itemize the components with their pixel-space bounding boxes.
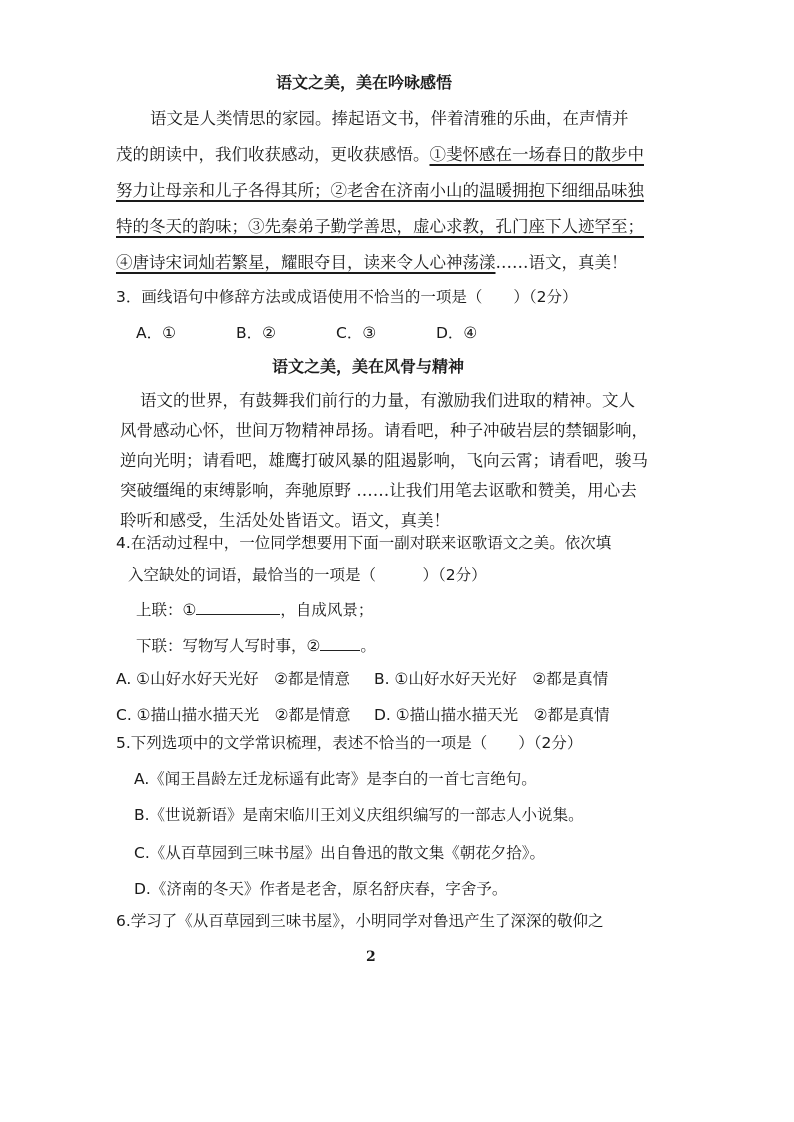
q3-option-d[interactable]: D．④ (436, 324, 478, 342)
section1-line2-text: 茂的朗读中，我们收获感动，更收获感悟。 (116, 145, 430, 164)
section1-line2 (116, 144, 644, 166)
q4-option-b[interactable]: B. ①山好水好天光好 ②都是真情 (374, 670, 609, 688)
q4-stem-line2: 入空缺处的词语，最恰当的一项是（ ）（2分） (128, 566, 487, 584)
q4-option-c[interactable]: C. ①描山描水描天光 ②都是情意 (116, 706, 351, 724)
q4-options-row1 (116, 668, 608, 690)
q4-lower-label: 下联：写物写人写时事，② (136, 637, 321, 655)
q3-options (136, 322, 477, 344)
section1-line4: 特的冬天的韵味；③先秦弟子勤学善思，虚心求教，孔门座下人迹罕至； (116, 217, 644, 236)
q4-upper-couplet (136, 598, 373, 621)
q4-upper-label: 上联：① (136, 601, 197, 619)
q5-stem: 5.下列选项中的文学常识梳理，表述不恰当的一项是（ ）（2分） (116, 734, 583, 752)
q5-option-a[interactable]: A.《闻王昌龄左迁龙标遥有此寄》是李白的一首七言绝句。 (134, 770, 537, 788)
underlined-sentence-4: ④唐诗宋词灿若繁星，耀眼夺目，读来令人心神荡漾 (116, 253, 496, 272)
q3-option-a[interactable]: A．① (136, 324, 176, 342)
underlined-sentence-1: ①斐怀感在一场春日的散步中 (429, 145, 644, 164)
q4-option-a[interactable]: A. ①山好水好天光好 ②都是情意 (116, 670, 350, 688)
section2-line3: 逆向光明；请看吧，雄鹰打破风暴的阻遏影响，飞向云霄；请看吧，骏马 (120, 451, 648, 470)
q3-option-b[interactable]: B．② (236, 324, 277, 342)
section1-line1: 语文是人类情思的家园。捧起语文书，伴着清雅的乐曲，在声情并 (150, 109, 629, 128)
q5-option-d[interactable]: D.《济南的冬天》作者是老舍，原名舒庆春，字舍予。 (134, 880, 508, 898)
section1-line3: 努力让母亲和儿子各得其所；②老舍在济南小山的温暖拥抱下细细品味独 (116, 181, 644, 200)
section1-title: 语文之美，美在吟咏感悟 (276, 73, 453, 92)
section2-line4: 突破缰绳的束缚影响，奔驰原野 ……让我们用笔去讴歌和赞美，用心去 (120, 481, 637, 500)
q4-stem-line1: 4.在活动过程中，一位同学想要用下面一副对联来讴歌语文之美。依次填 (116, 534, 612, 552)
section1-line5-tail: ……语文，真美！ (495, 253, 628, 272)
q4-lower-tail: 。 (360, 637, 376, 655)
q6-stem: 6.学习了《从百草园到三味书屋》，小明同学对鲁迅产生了深深的敬仰之 (116, 912, 604, 930)
q4-blank-2[interactable] (320, 634, 360, 651)
q5-option-c[interactable]: C.《从百草园到三味书屋》出自鲁迅的散文集《朝花夕拾》。 (134, 844, 546, 862)
section1-line5 (116, 252, 628, 274)
q4-upper-tail: ，自成风景； (280, 601, 374, 619)
page-number: 2 (366, 949, 376, 965)
q3-stem: 3．画线语句中修辞方法或成语使用不恰当的一项是（ ）（2分） (116, 288, 578, 306)
q4-lower-couplet (136, 634, 376, 657)
q5-option-b[interactable]: B.《世说新语》是南宋临川王刘义庆组织编写的一部志人小说集。 (134, 806, 584, 824)
q3-option-c[interactable]: C．③ (336, 324, 377, 342)
section2-line5: 聆听和感受，生活处处皆语文。语文，真美！ (120, 511, 450, 530)
q4-option-d[interactable]: D. ①描山描水描天光 ②都是真情 (374, 706, 610, 724)
q4-blank-1[interactable] (196, 598, 280, 615)
q4-options-row2 (116, 704, 610, 726)
section2-title: 语文之美，美在风骨与精神 (272, 357, 465, 376)
section2-line2: 风骨感动心怀，世间万物精神昂扬。请看吧，种子冲破岩层的禁锢影响， (120, 421, 648, 440)
section2-line1: 语文的世界，有鼓舞我们前行的力量，有激励我们进取的精神。文人 (140, 391, 635, 410)
